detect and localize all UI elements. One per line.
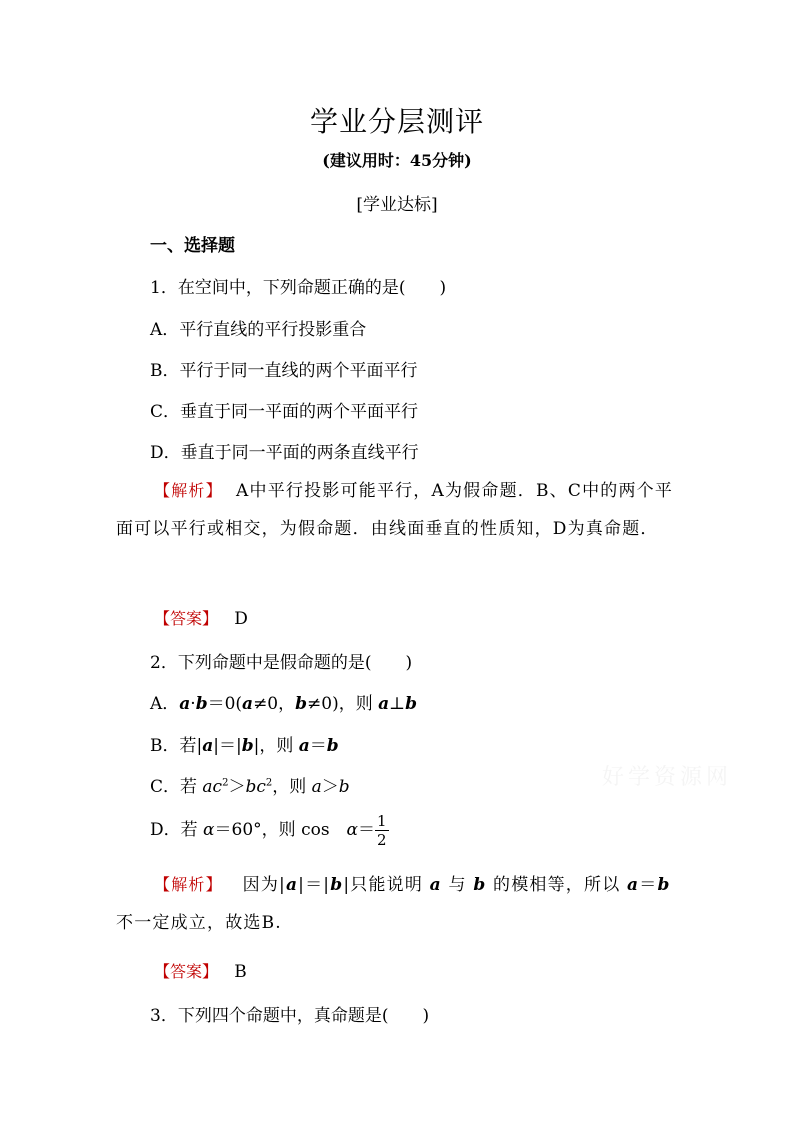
q1-option-a: A．平行直线的平行投影重合	[150, 320, 367, 340]
answer-label: 【答案】	[154, 609, 219, 628]
q1-analysis	[116, 472, 684, 548]
page-title: 学业分层测评	[309, 105, 484, 138]
fraction-one-half: $\frac{1}{2}$	[377, 812, 387, 849]
q2-option-b: B．若|a|＝|b|，则 a＝b	[150, 736, 339, 756]
q1-option-b: B．平行于同一直线的两个平面平行	[150, 361, 418, 381]
q1-answer	[154, 606, 248, 629]
q2-answer-value: B	[234, 962, 247, 982]
q1-stem: 1．在空间中，下列命题正确的是( )	[150, 278, 447, 298]
q2-analysis: 【解析】 因为|a|＝|b|只能说明 a 与 b 的模相等，所以 a＝b 不一定成立，故选B.	[116, 875, 671, 933]
q1-option-c: C．垂直于同一平面的两个平面平行	[150, 402, 419, 422]
q1-analysis-text: A中平行投影可能平行，A为假命题．B、C中的两个平面可以平行或相交，为假命题．由线面垂直的性质知，D为真命题．	[116, 481, 674, 539]
q2-answer: 【答案】 B	[154, 962, 247, 982]
section-heading: 一、选择题	[150, 236, 235, 256]
q2-stem: 2．下列命题中是假命题的是( )	[150, 653, 413, 673]
watermark: 好学资源网	[602, 765, 733, 790]
q2-option-a: A．a·b＝0(a≠0，b≠0)，则 a⊥b	[150, 694, 418, 714]
analysis-label: 【解析】	[154, 481, 223, 500]
section-tag: [学业达标]	[356, 195, 438, 215]
q1-answer-value: D	[234, 609, 248, 629]
q3-stem: 3．下列四个命题中，真命题是( )	[150, 1006, 430, 1026]
q1-option-d: D．垂直于同一平面的两条直线平行	[150, 443, 419, 463]
time-suggestion: (建议用时：45分钟)	[322, 151, 472, 170]
q2-option-c: C．若 $ac^2>bc^2$，则 a＞b	[150, 777, 350, 797]
q2-option-d: D．若 α＝60°，则 cos α＝ $\frac{1}{2}$	[150, 812, 387, 849]
